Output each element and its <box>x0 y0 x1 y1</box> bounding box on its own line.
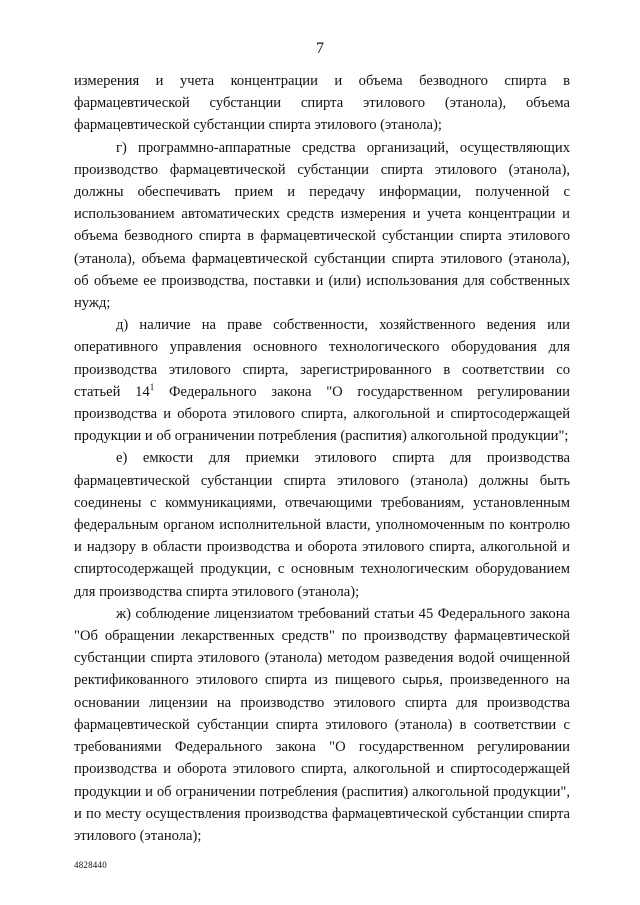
article-superscript: 1 <box>149 381 155 392</box>
paragraph-e: е) емкости для приемки этилового спирта для производства фармацевтической субстанции спирта этилового (этанола) должны быть соединены с коммуникациями, отвечающими требованиям, установленным федеральным органом исполнительной власти, уполномоченным по контролю и надзору в области производства и оборота этилового спирта, алкогольной и спиртосодержащей продукции, с основным технологическим оборудованием для производства спирта этилового (этанола); <box>74 450 570 600</box>
document-code: 4828440 <box>74 860 107 870</box>
paragraph-g: г) программно-аппаратные средства организаций, осуществляющих производство фармацевтической субстанции спирта этилового (этанола), должны обеспечивать прием и передачу информации, полученной с использованием автоматических средств измерения и учета концентрации и объема безводного спирта в фармацевтической субстанции спирта этилового (этанола), объема фармацевтической субстанции спирта этилового (этанола), об объеме ее производства, поставки и (или) использования для собственных нужд; <box>74 139 570 312</box>
paragraph-d-text-end: Федерального закона "О государственном регулировании производства и оборота этилового спирта, алкогольной и спиртосодержащей продукции и об ограничении потребления (распития) алкогольной продукции"; <box>74 383 570 445</box>
paragraph-d-text-start: д) наличие на праве собственности, хозяйственного ведения или оперативного управления основного технологического оборудования для производства этилового спирта, зарегистрированного в соответствии со статьей 14 <box>74 317 570 400</box>
paragraph-continuation: измерения и учета концентрации и объема безводного спирта в фармацевтической субстанции спирта этилового (этанола), объема фармацевтической субстанции спирта этилового (этанола); <box>74 73 570 134</box>
paragraph-d <box>74 314 570 447</box>
paragraph-zh: ж) соблюдение лицензиатом требований статьи 45 Федерального закона "Об обращении лекарственных средств" по производству фармацевтической субстанции спирта этилового (этанола) методом разведения водой очищенной ректификованного этилового спирта из пищевого сырья, произведенного на основании лицензии на производство этилового спирта для производства фармацевтической субстанции спирта этилового (этанола) в соответствии с требованиями Федерального закона "О государственном регулировании производства и оборота этилового спирта, алкогольной и спиртосодержащей продукции и об ограничении потребления (распития) алкогольной продукции", и по месту осуществления производства фармацевтической субстанции спирта этилового (этанола); <box>74 605 570 844</box>
page-number: 7 <box>316 40 324 57</box>
document-body <box>74 70 570 847</box>
